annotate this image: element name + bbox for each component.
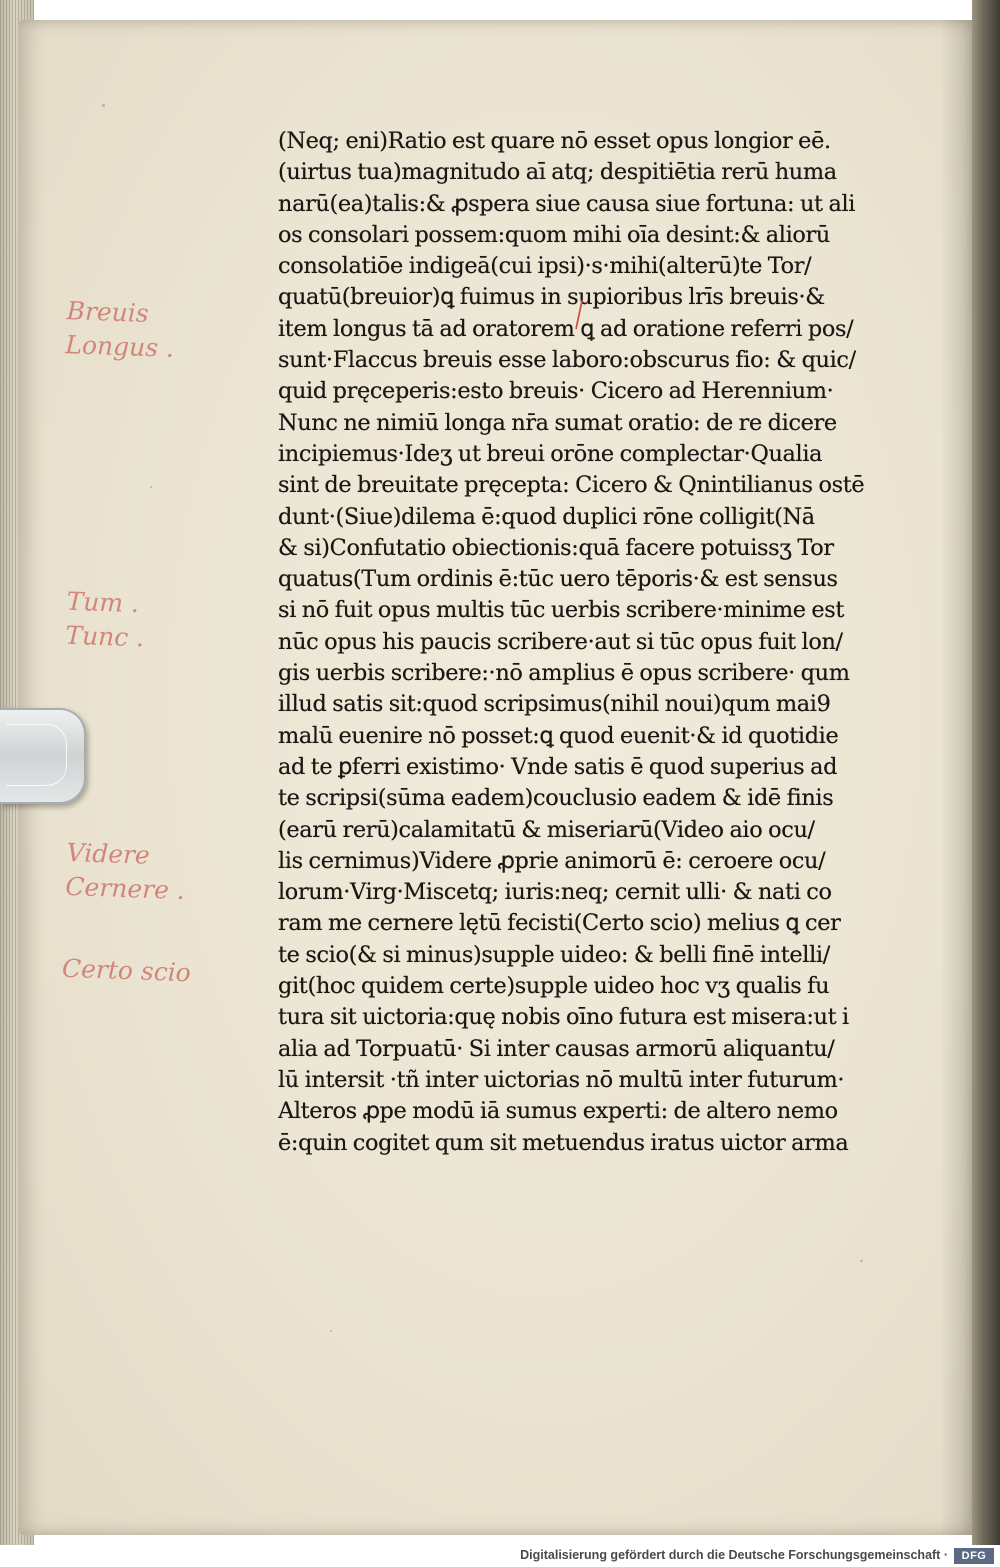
text-line: illud satis sit:quod scripsimus(nihil noui)qum mai9 — [278, 691, 831, 718]
marginal-note-line: Breuis — [66, 296, 150, 328]
text-line: & si)Confutatio obiectionis:quā facere potuissʒ Tor — [278, 534, 834, 561]
text-line: (Neq; eni)Ratio est quare nō esset opus longior eē. — [278, 128, 831, 154]
book-edge-right — [972, 0, 1000, 1545]
text-line: Alteros ꝓpe modū iā sumus experti: de altero nemo — [278, 1098, 838, 1125]
gutter-shadow — [940, 20, 976, 1535]
marginal-note-line: Longus . — [64, 330, 175, 363]
marginal-note-tum — [65, 585, 146, 656]
text-line: malū euenire nō posset:ꝗ quod euenit·& id quotidie — [278, 722, 839, 749]
text-line: te scripsi(sūma eadem)couclusio eadem & idē finis — [278, 785, 834, 812]
text-line: (earū rerū)calamitatū & miseriarū(Video aio ocu/ — [278, 816, 815, 843]
text-line: si nō fuit opus multis tūc uerbis scribere·minime est — [278, 597, 845, 624]
main-text-block — [278, 126, 918, 1159]
text-line: nūc opus his paucis scribere·aut si tūc opus fuit lon/ — [278, 628, 843, 655]
footer-credit: Digitalisierung gefördert durch die Deutsche Forschungsgemeinschaft · — [520, 1548, 948, 1562]
marginal-note-certo — [61, 952, 191, 990]
text-line: ram me cernere lętū fecisti(Certo scio) melius ꝗ cer — [278, 910, 841, 937]
text-line: lis cernimus)Videre ꝓprie animorū ē: ceroere ocu/ — [278, 847, 826, 874]
text-line: tura sit uictoria:quę nobis oīno futura est misera:ut i — [278, 1004, 849, 1031]
text-line: lorum·Virg·Miscetq; iuris:neq; cernit ulli· & nati co — [278, 879, 832, 906]
text-line: sunt·Flaccus breuis esse laboro:obscurus fio: & quic/ — [278, 347, 856, 374]
dfg-logo: DFG — [954, 1548, 994, 1564]
text-line: gis uerbis scribere:·nō amplius ē opus scribere· qum — [278, 660, 850, 687]
footer-bar — [0, 1545, 1000, 1567]
text-line: dunt·(Siue)dilema ē:quod duplici rōne colligit(Nā — [278, 503, 815, 530]
text-line: git(hoc quidem certe)supple uideo hoc vʒ qualis fu — [278, 973, 830, 1000]
marginal-note-videre — [65, 836, 187, 908]
page-clip — [0, 708, 86, 804]
text-line: sint de breuitate pręcepta: Cicero & Qnintilianus ostē — [278, 472, 865, 499]
text-line: ad te ꝑferri existimo· Vnde satis ē quod superius ad — [278, 753, 838, 780]
text-line: alia ad Torpuatū· Si inter causas armorū aliquantu/ — [278, 1035, 835, 1062]
text-line: quatū(breuior)ꝗ fuimus in supioribus lrīs breuis·& — [278, 284, 825, 311]
marginal-note-line: Certo scio — [61, 953, 192, 988]
text-line: incipiemus·Ideʒ ut breui orōne complectar·Qualia — [278, 440, 823, 467]
text-line: consolatiōe indigeā(cui ipsi)·s·mihi(alterū)te Tor/ — [278, 253, 812, 280]
text-line: Nunc ne nimiū longa nr̄a sumat oratio: de re dicere — [278, 409, 837, 436]
text-line: te scio(& si minus)supple uideo: & belli finē intelli/ — [278, 941, 830, 968]
marginal-note-line: Tum . — [66, 586, 140, 619]
text-line: os consolari possem:quom mihi oīa desint:& aliorū — [278, 221, 830, 248]
text-line: narū(ea)talis:& ꝓspera siue causa siue fortuna: ut ali — [278, 190, 856, 217]
text-line: quid pręceperis:esto breuis· Cicero ad Herennium· — [278, 378, 834, 405]
text-line: quatus(Tum ordinis ē:tūc uero tēporis·& est sensus — [278, 566, 838, 593]
marginal-note-line: Videre — [66, 837, 151, 870]
text-line: ē:quin cogitet qum sit metuendus iratus uictor arma — [278, 1129, 849, 1156]
text-line: item longus tā ad oratorem ꝗ ad oratione referri pos/ — [278, 315, 854, 342]
text-line: lū intersit ·tñ inter uictorias nō multū inter futurum· — [278, 1066, 845, 1093]
marginal-note-brevis — [65, 294, 176, 366]
text-line: (uirtus tua)magnitudo aī atq; despitiētia rerū huma — [278, 159, 837, 186]
marginal-note-line: Tunc . — [64, 620, 145, 653]
marginal-note-line: Cernere . — [64, 871, 186, 906]
